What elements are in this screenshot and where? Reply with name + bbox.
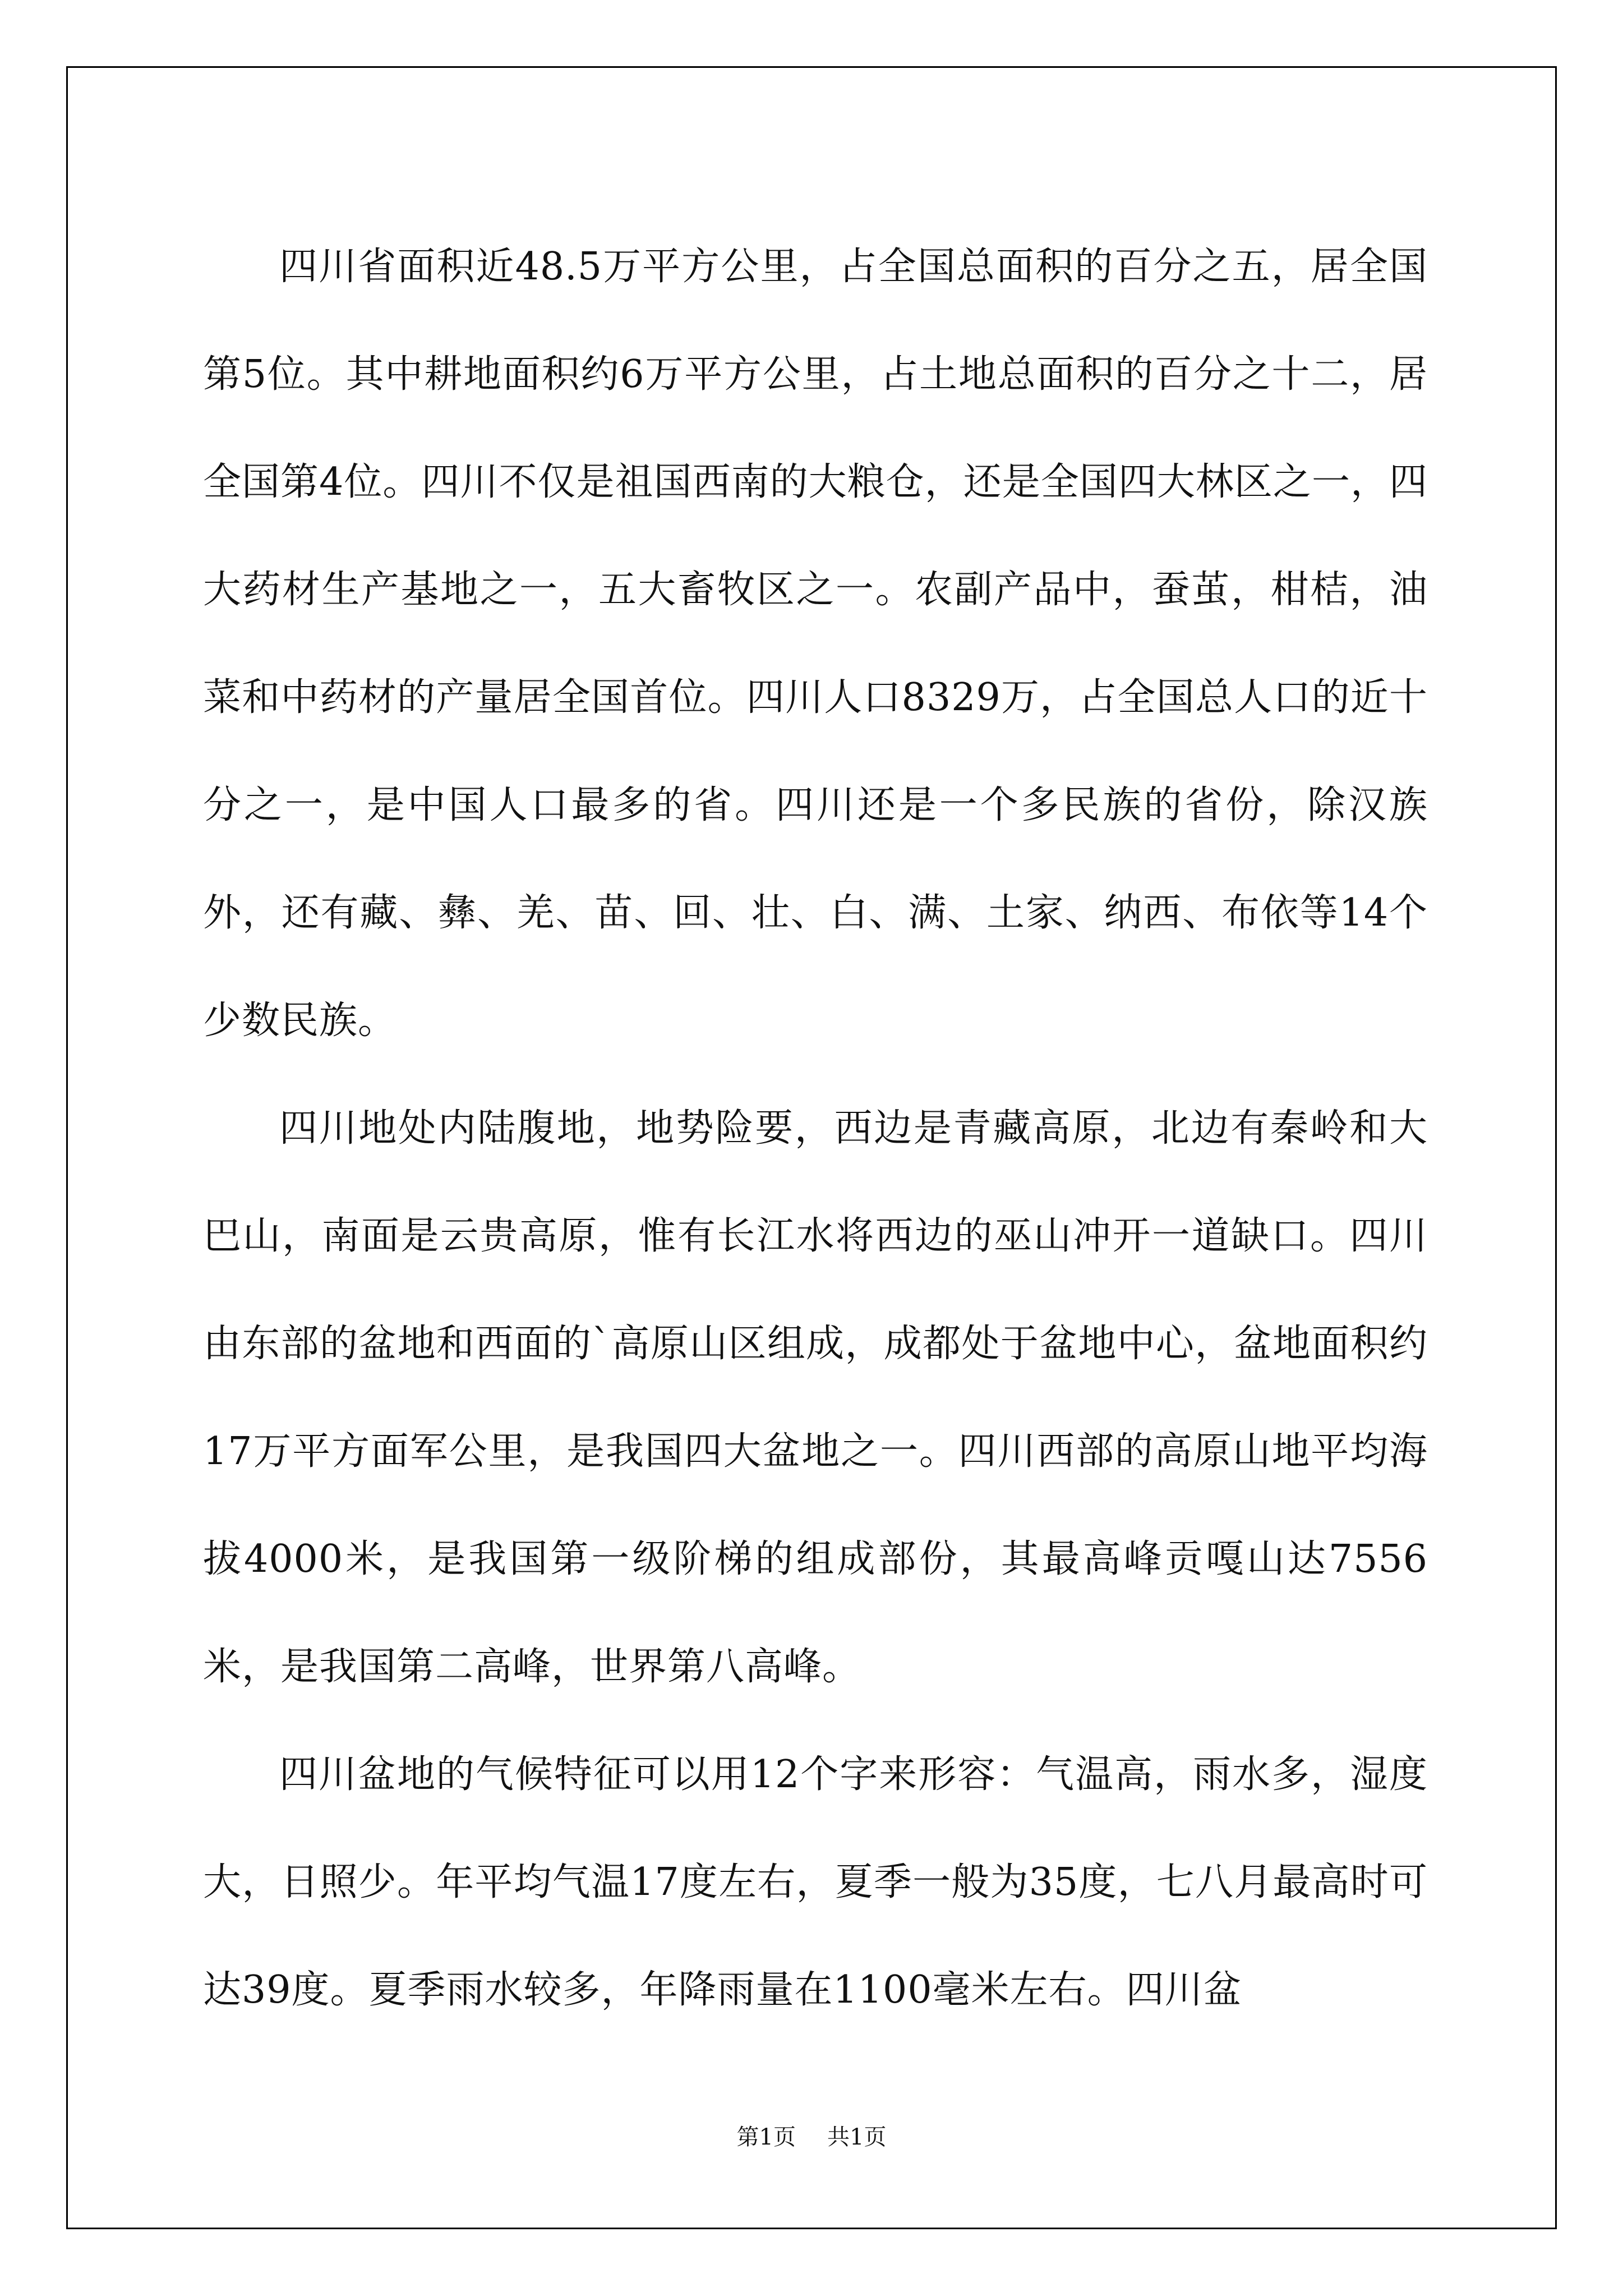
page-total: 共1页 <box>827 2124 887 2150</box>
page-number: 第1页 <box>736 2124 796 2150</box>
paragraph-1: 四川省面积近48.5万平方公里，占全国总面积的百分之五，居全国第5位。其中耕地面积约6万平方公里，占土地总面积的百分之十二，居全国第4位。四川不仅是祖国西南的大粮仓，还是全国四大林区之一，四大药材生产基地之一，五大畜牧区之一。农副产品中，蚕茧，柑桔，油菜和中药材的产量居全国首位。四川人口8329万，占全国总人口的近十分之一，是中国人口最多的省。四川还是一个多民族的省份，除汉族外，还有藏、彝、羌、苗、回、壮、白、满、土家、纳西、布依等14个少数民族。 <box>203 245 1428 1043</box>
page-footer <box>0 2123 1623 2151</box>
document-body <box>203 213 1428 2044</box>
paragraph-2: 四川地处内陆腹地，地势险要，西边是青藏高原，北边有秦岭和大巴山，南面是云贵高原，惟有长江水将西边的巫山冲开一道缺口。四川由东部的盆地和西面的`高原山区组成，成都处于盆地中心，盆地面积约17万平方面军公里，是我国四大盆地之一。四川西部的高原山地平均海拔4000米，是我国第一级阶梯的组成部份，其最高峰贡嘎山达7556米，是我国第二高峰，世界第八高峰。 <box>203 1106 1428 1689</box>
paragraph-3: 四川盆地的气候特征可以用12个字来形容：气温高，雨水多，湿度大，日照少。年平均气温17度左右，夏季一般为35度，七八月最高时可达39度。夏季雨水较多，年降雨量在1100毫米左右。四川盆 <box>203 1752 1428 2012</box>
